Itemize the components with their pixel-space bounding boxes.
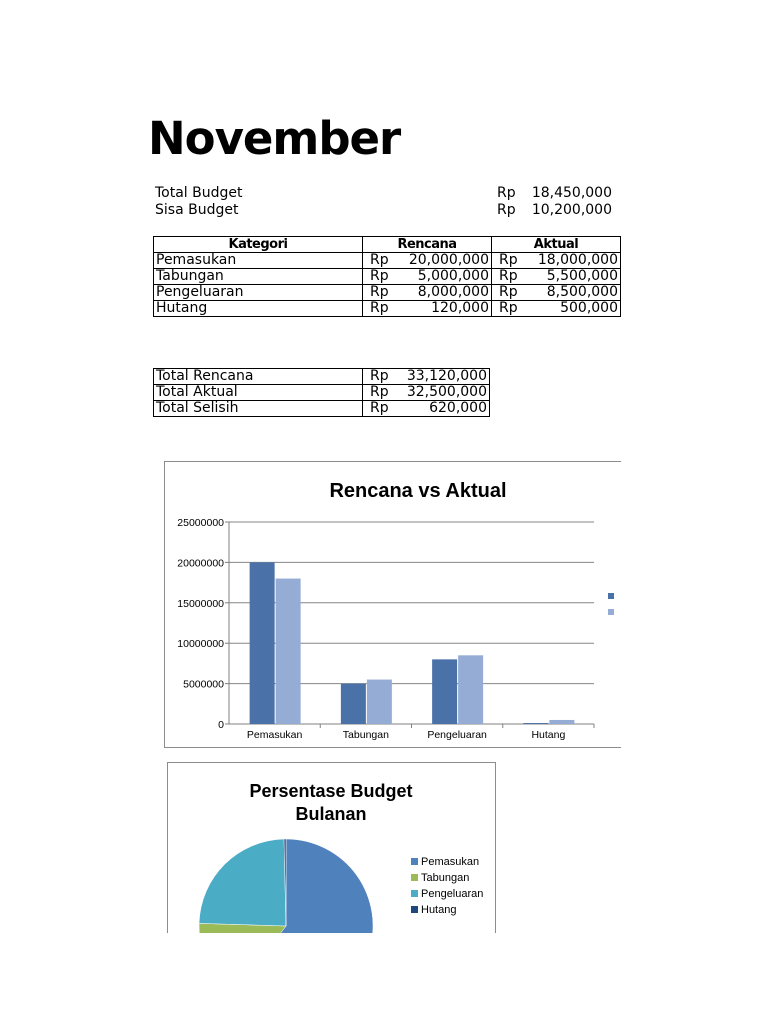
legend-swatch-pengeluaran [411, 890, 418, 897]
currency-label: Rp [499, 268, 518, 284]
currency-label: Rp [370, 300, 389, 316]
currency-label: Rp [370, 284, 389, 300]
header-rencana: Rencana [363, 237, 492, 253]
bar-tabungan-series-1 [341, 684, 366, 724]
total-value: 620,000 [429, 400, 487, 416]
summary-label: Sisa Budget [155, 202, 239, 218]
budget-summary [155, 185, 615, 219]
table-row [154, 385, 490, 401]
page-title: November [148, 112, 401, 165]
y-tick-label: 10000000 [177, 638, 224, 651]
summary-row-sisa-budget [155, 202, 615, 219]
totals-table [153, 368, 490, 417]
cell-total-label: Total Rencana [154, 369, 363, 385]
header-kategori: Kategori [154, 237, 363, 253]
x-tick-label: Pengeluaran [427, 729, 487, 741]
cell-rencana [363, 301, 492, 317]
table-row [154, 269, 621, 285]
aktual-value: 18,000,000 [537, 252, 618, 268]
table-row [154, 369, 490, 385]
bar-hutang-series-1 [523, 723, 548, 724]
legend-key-series-1 [608, 593, 614, 599]
aktual-value: 500,000 [560, 300, 618, 316]
bar-chart [164, 461, 621, 748]
y-tick-label: 25000000 [177, 517, 224, 529]
cell-rencana [363, 269, 492, 285]
total-value: 32,500,000 [406, 384, 487, 400]
total-value: 33,120,000 [406, 368, 487, 384]
y-tick-label: 20000000 [177, 557, 224, 570]
legend-swatch-pemasukan [411, 858, 418, 865]
table-row [154, 285, 621, 301]
header-aktual: Aktual [492, 237, 621, 253]
cell-total-label: Total Selisih [154, 401, 363, 417]
rencana-value: 120,000 [431, 300, 489, 316]
rencana-value: 5,000,000 [417, 268, 489, 284]
currency-label: Rp [370, 368, 389, 384]
table-header-row [154, 237, 621, 253]
cell-kategori: Pemasukan [154, 253, 363, 269]
cell-aktual [492, 301, 621, 317]
bar-hutang-series-2 [549, 720, 574, 724]
x-tick-label: Hutang [531, 729, 566, 741]
table-row [154, 253, 621, 269]
x-tick-label: Pemasukan [246, 729, 303, 741]
x-tick-label: Tabungan [342, 729, 389, 741]
summary-amount: 10,200,000 [531, 202, 612, 218]
cell-kategori: Hutang [154, 301, 363, 317]
pie-chart [167, 762, 496, 933]
cell-total-label: Total Aktual [154, 385, 363, 401]
currency-label: Rp [370, 400, 389, 416]
cell-total-amount [363, 401, 490, 417]
currency-label: Rp [499, 252, 518, 268]
currency-label: Rp [370, 268, 389, 284]
y-tick-label: 15000000 [177, 597, 224, 610]
legend-swatch-hutang [411, 906, 418, 913]
cell-rencana [363, 285, 492, 301]
cell-kategori: Tabungan [154, 269, 363, 285]
bar-pengeluaran-series-2 [458, 655, 483, 724]
legend-label: Pengeluaran [421, 888, 484, 900]
cell-total-amount [363, 385, 490, 401]
summary-amount: 18,450,000 [531, 185, 612, 201]
legend-label: Hutang [421, 904, 457, 916]
summary-currency: Rp [497, 202, 516, 218]
currency-label: Rp [499, 284, 518, 300]
y-tick-label: 5000000 [183, 678, 224, 691]
pie-title-line-2: Bulanan [295, 804, 367, 824]
bar-pemasukan-series-1 [250, 562, 275, 724]
cell-kategori: Pengeluaran [154, 285, 363, 301]
rencana-value: 8,000,000 [417, 284, 489, 300]
cell-aktual [492, 285, 621, 301]
rencana-value: 20,000,000 [408, 252, 489, 268]
aktual-value: 8,500,000 [546, 284, 618, 300]
bar-pemasukan-series-2 [276, 579, 301, 724]
summary-row-total-budget [155, 185, 615, 202]
legend-label: Pemasukan [421, 856, 480, 868]
legend-label: Tabungan [421, 872, 470, 884]
chart-title: Rencana vs Aktual [329, 480, 507, 502]
cell-aktual [492, 253, 621, 269]
table-row [154, 401, 490, 417]
cell-aktual [492, 269, 621, 285]
aktual-value: 5,500,000 [546, 268, 618, 284]
currency-label: Rp [499, 300, 518, 316]
pie-chart-svg [168, 763, 495, 933]
bar-tabungan-series-2 [367, 680, 392, 724]
legend-swatch-tabungan [411, 874, 418, 881]
bar-pengeluaran-series-1 [432, 659, 457, 724]
pie-slice-pengeluaran [199, 839, 286, 926]
bar-chart-svg [165, 462, 621, 747]
cell-total-amount [363, 369, 490, 385]
category-table [153, 236, 621, 317]
pie-title-line-1: Persentase Budget [249, 781, 413, 801]
currency-label: Rp [370, 384, 389, 400]
summary-currency: Rp [497, 185, 516, 201]
cell-rencana [363, 253, 492, 269]
legend-key-series-2 [608, 609, 614, 615]
currency-label: Rp [370, 252, 389, 268]
table-row [154, 301, 621, 317]
summary-label: Total Budget [155, 185, 243, 201]
y-tick-label: 0 [218, 719, 224, 731]
